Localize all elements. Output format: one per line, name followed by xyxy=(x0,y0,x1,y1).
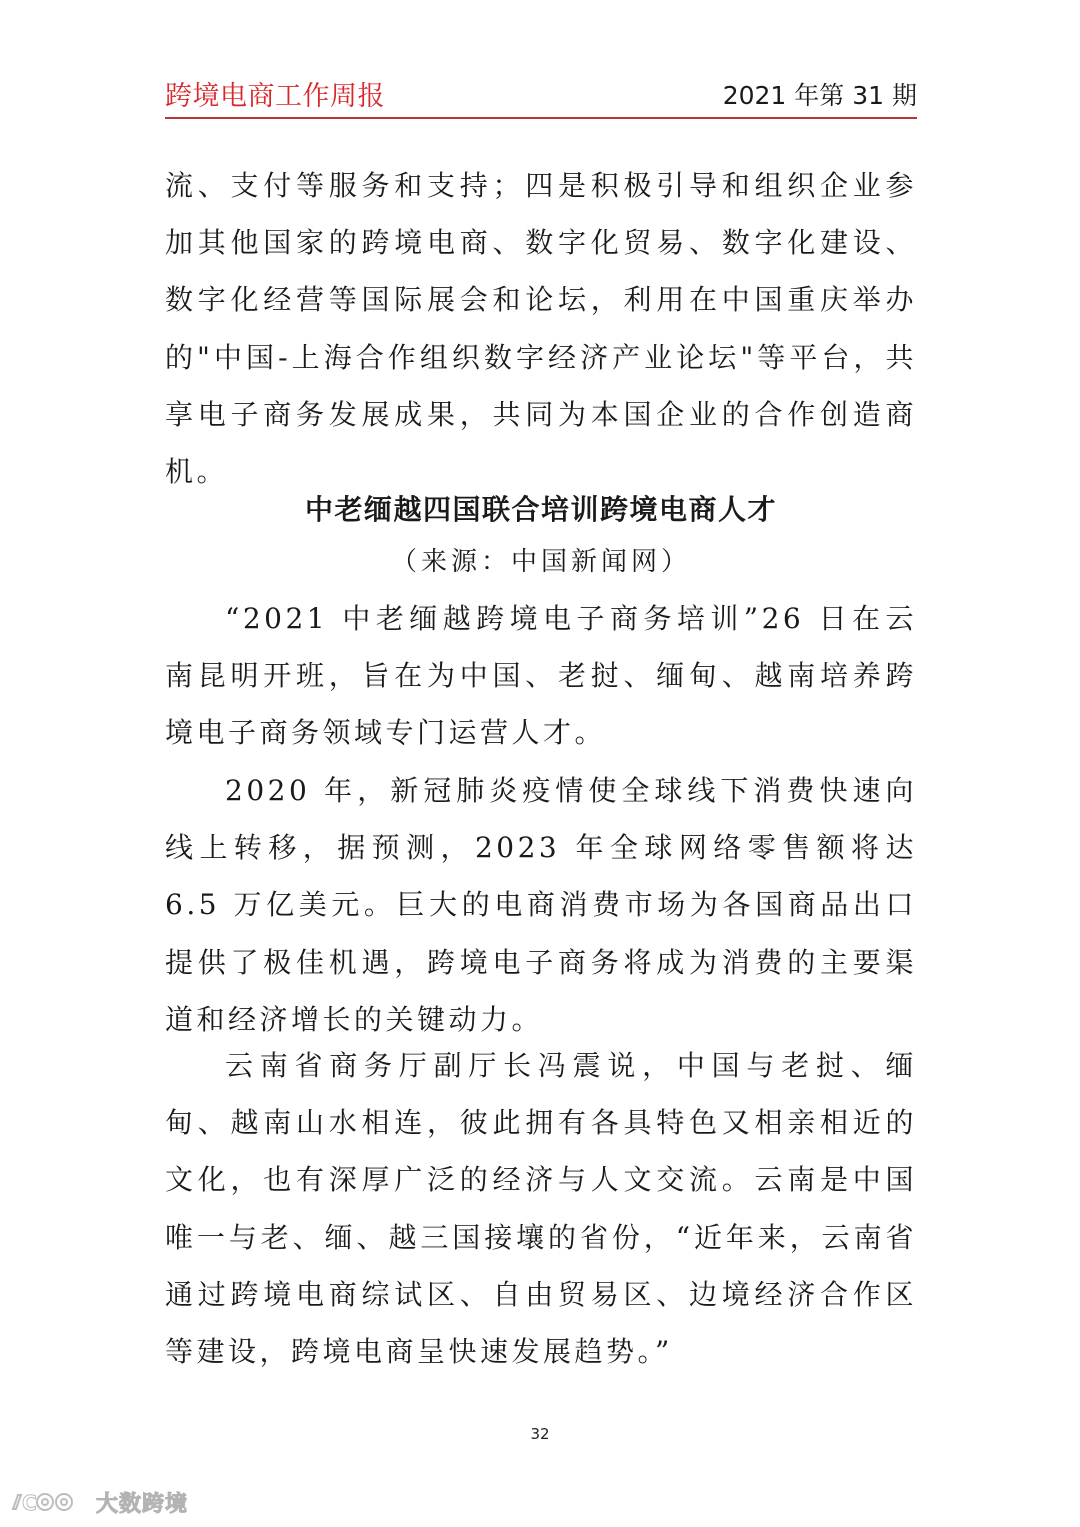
article-paragraph: 云南省商务厅副厅长冯震说，中国与老挝、缅甸、越南山水相连，彼此拥有各具特色又相亲相近的文化，也有深厚广泛的经济与人文交流。云南是中国唯一与老、缅、越三国接壤的省份，“近年来，云南省通过跨境电商综试区、自由贸易区、边境经济合作区等建设，跨境电商呈快速发展趋势。” xyxy=(165,1049,917,1369)
article-source: （来源：中国新闻网） xyxy=(390,547,691,577)
continued-paragraph: 流、支付等服务和支持；四是积极引导和组织企业参加其他国家的跨境电商、数字化贸易、数字化建设、数字化经营等国际展会和论坛，利用在中国重庆举办的"中国-上海合作组织数字经济产业论坛"等平台，共享电子商务发展成果，共同为本国企业的合作创造商机。 xyxy=(165,169,917,489)
iqiyi-style-logo-icon xyxy=(10,1489,90,1515)
watermark-text: 大数跨境 xyxy=(96,1491,189,1517)
page-number: 32 xyxy=(530,1425,550,1443)
watermark xyxy=(10,1488,188,1516)
svg-text:C: C xyxy=(22,1491,37,1515)
article-paragraph: “2021 中老缅越跨境电子商务培训”26 日在云南昆明开班，旨在为中国、老挝、缅甸、越南培养跨境电子商务领域专门运营人才。 xyxy=(165,602,917,750)
header-bar xyxy=(165,74,917,114)
publication-title: 跨境电商工作周报 xyxy=(165,81,385,112)
issue-label: 2021 年第 31 期 xyxy=(722,81,917,110)
article-paragraph: 2020 年，新冠肺炎疫情使全球线下消费快速向线上转移，据预测，2023 年全球网络零售额将达 6.5 万亿美元。巨大的电商消费市场为各国商品出口提供了极佳机遇，跨境电子商务将成为消费的主要渠道和经济增长的关键动力。 xyxy=(165,774,917,1036)
article-title: 中老缅越四国联合培训跨境电商人才 xyxy=(304,493,777,526)
header-divider xyxy=(165,117,917,119)
